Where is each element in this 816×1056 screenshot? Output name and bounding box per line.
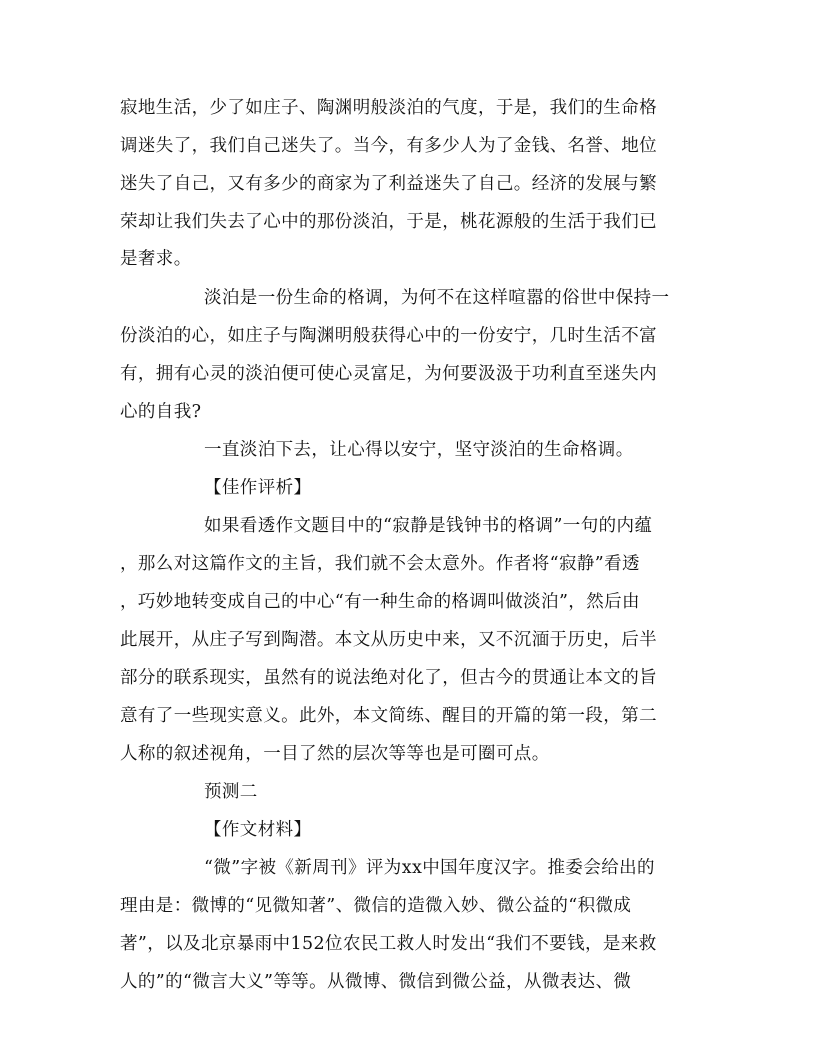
section-heading-prediction: 预测二 <box>204 782 258 802</box>
text-line: 心的自我? <box>120 402 202 422</box>
text-line: 著”，以及北京暴雨中152位农民工救人时发出“我们不要钱，是来救 <box>120 934 657 954</box>
paragraph-start-line: 如果看透作文题目中的“寂静是钱钟书的格调”一句的内蕴 <box>204 516 653 536</box>
text-line: 此展开，从庄子写到陶潜。本文从历史中来，又不沉湎于历史，后半 <box>120 630 657 650</box>
text-line: 意有了一些现实意义。此外，本文简练、醒目的开篇的第一段，第二 <box>120 706 657 726</box>
paragraph-start-line: 淡泊是一份生命的格调，为何不在这样喧嚣的俗世中保持一 <box>204 288 670 308</box>
text-line: 迷失了自己，又有多少的商家为了利益迷失了自己。经济的发展与繁 <box>120 174 657 194</box>
text-line: 有，拥有心灵的淡泊便可使心灵富足，为何要汲汲于功利直至迷失内 <box>120 364 657 384</box>
text-line: ，那么对这篇作文的主旨，我们就不会太意外。作者将“寂静”看透 <box>120 554 640 574</box>
text-line: 人称的叙述视角，一目了然的层次等等也是可圈可点。 <box>120 744 550 764</box>
text-line: 份淡泊的心，如庄子与陶渊明般获得心中的一份安宁，几时生活不富 <box>120 326 657 346</box>
text-line: 部分的联系现实，虽然有的说法绝对化了，但古今的贯通让本文的旨 <box>120 668 657 688</box>
section-heading-material: 【作文材料】 <box>204 820 312 840</box>
text-line: 理由是：微博的“见微知著”、微信的造微入妙、微公益的“积微成 <box>120 896 632 916</box>
text-line: 寂地生活，少了如庄子、陶渊明般淡泊的气度，于是，我们的生命格 <box>120 98 657 118</box>
text-line: 是奢求。 <box>120 249 192 269</box>
text-line: 调迷失了，我们自己迷失了。当今，有多少人为了金钱、名誉、地位 <box>120 136 657 156</box>
paragraph-start-line: “微”字被《新周刊》评为xx中国年度汉字。推委会给出的 <box>204 858 655 878</box>
section-heading-analysis: 【佳作评析】 <box>204 478 312 498</box>
text-line: ，巧妙地转变成自己的中心“有一种生命的格调叫做淡泊”，然后由 <box>120 592 640 612</box>
text-line: 荣却让我们失去了心中的那份淡泊，于是，桃花源般的生活于我们已 <box>120 212 657 232</box>
paragraph-start-line: 一直淡泊下去，让心得以安宁，坚守淡泊的生命格调。 <box>204 440 634 460</box>
text-line: 人的”的“微言大义”等等。从微博、微信到微公益，从微表达、微 <box>120 972 632 992</box>
